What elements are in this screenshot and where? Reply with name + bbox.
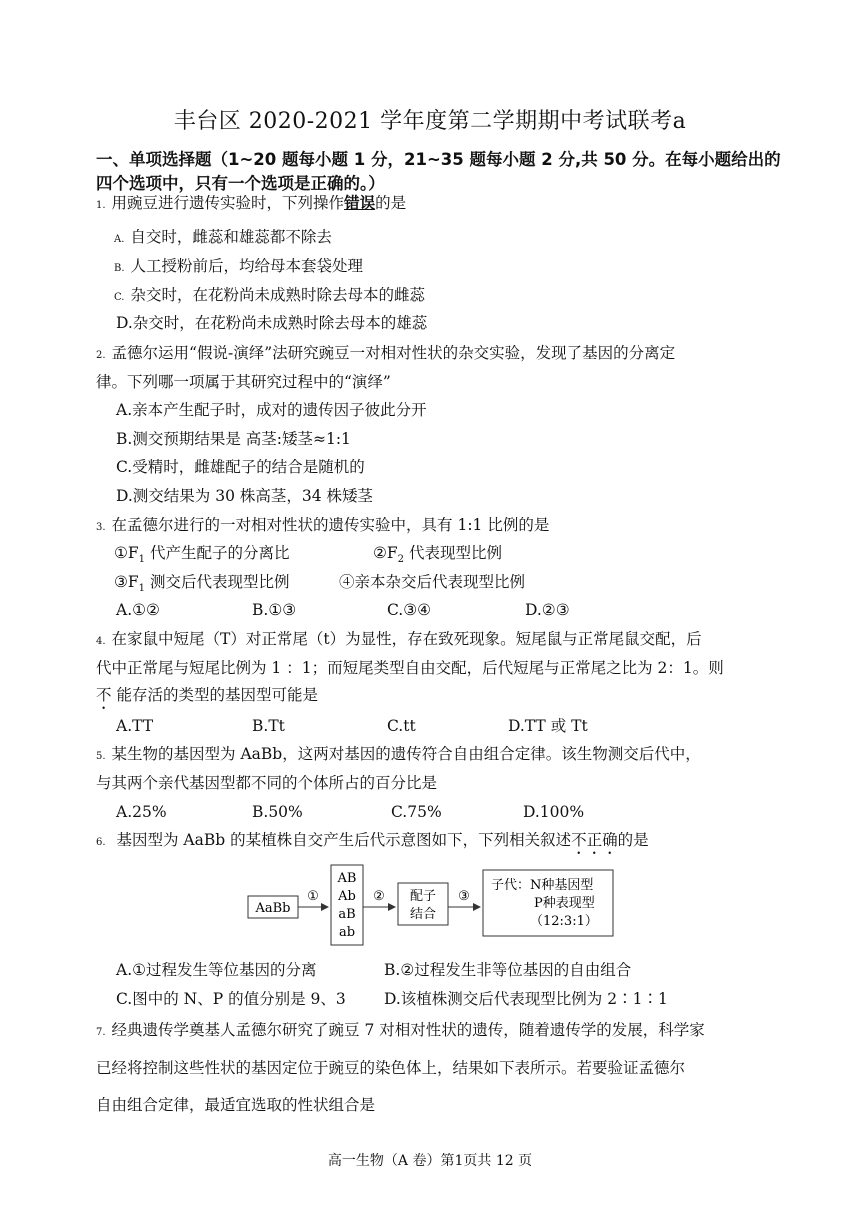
question-number: 1.: [96, 200, 106, 211]
question-7-stem-line-1: 7. 经典遗传学奠基人孟德尔研究了豌豆 7 对相对性状的遗传，随着遗传学的发展，科学家: [96, 1020, 705, 1043]
question-2-option-b: B.测交预期结果是 高茎:矮茎≈1:1: [116, 430, 351, 448]
gamete-ab-3: aB: [338, 907, 356, 922]
question-2-option-d: D.测交结果为 30 株高茎，34 株矮茎: [116, 487, 374, 505]
section-header: 一、单项选择题（1~20 题每小题 1 分，21~35 题每小题 2 分,共 50 分。在每小题给出的四个选项中，只有一个选项是正确的。）: [96, 150, 781, 193]
question-7-stem-line-3: 自由组合定律，最适宜选取的性状组合是: [96, 1096, 376, 1114]
fertilization-label-1: 配子: [409, 889, 437, 904]
genetics-flow-diagram: [240, 860, 620, 952]
question-4-stem-line-1: 4. 在家鼠中短尾（T）对正常尾（t）为显性，存在致死现象。短尾鼠与正常尾鼠交配，后: [96, 629, 702, 652]
question-1-option-d: D.杂交时，在花粉尚未成熟时除去母本的雄蕊: [116, 314, 428, 332]
question-4-option-d: D.TT 或 Tt: [508, 717, 588, 735]
question-1-stem: 1. 用豌豆进行遗传实验时，下列操作错误的是: [96, 193, 406, 216]
question-6-option-b: B.②过程发生非等位基因的自由组合: [384, 961, 632, 979]
emphasis-word: 不正确: [571, 831, 618, 849]
offspring-ratio: （12:3:1）: [530, 914, 598, 929]
question-6-option-d: D.该植株测交后代表现型比例为 2∶1∶1: [384, 990, 668, 1008]
question-3-stem: 3. 在孟德尔进行的一对相对性状的遗传实验中，具有 1:1 比例的是: [96, 515, 549, 538]
question-1-option-b: B. 人工授粉前后，均给母本套袋处理: [114, 257, 364, 275]
question-5-stem-line-2: 与其两个亲代基因型都不同的个体所占的百分比是: [96, 774, 438, 792]
parent-genotype-label: AaBb: [255, 901, 291, 916]
question-4-stem-line-2: 代中正常尾与短尾比例为 1 ：1；而短尾类型自由交配，后代短尾与正常尾之比为 2：1。则: [96, 659, 724, 677]
offspring-phenotypes: P种表现型: [534, 896, 595, 911]
question-number: 2.: [96, 350, 106, 361]
step-1-label: ①: [307, 889, 319, 904]
page-title: 丰台区 2020-2021 学年度第二学期期中考试联考a: [173, 109, 687, 134]
gamete-ab-1: AB: [337, 871, 357, 886]
question-2-stem-line-1: 2. 孟德尔运用“假说-演绎”法研究豌豆一对相对性状的杂交实验，发现了基因的分离定: [96, 343, 675, 366]
question-6-option-a: A.①过程发生等位基因的分离: [116, 961, 317, 979]
page-footer: 高一生物（A 卷）第1页共 12 页: [327, 1153, 533, 1169]
question-7-stem-line-2: 已经将控制这些性状的基因定位于豌豆的染色体上，结果如下表所示。若要验证孟德尔: [96, 1059, 686, 1077]
question-3-item-3: $③F_1$ 测交后代表现型比例: [114, 573, 290, 595]
question-number: 5.: [96, 751, 106, 762]
question-number: 4.: [96, 636, 106, 647]
question-3-option-c: C.③④: [387, 601, 432, 619]
question-3-option-a: A.①②: [116, 601, 160, 619]
question-number: 6.: [96, 837, 106, 848]
question-4-option-b: B.Tt: [252, 717, 285, 735]
question-1-option-a: A. 自交时，雌蕊和雄蕊都不除去: [114, 228, 332, 246]
question-2-option-a: A.亲本产生配子时，成对的遗传因子彼此分开: [116, 401, 427, 419]
fertilization-label-2: 结合: [409, 907, 437, 922]
question-6-option-c: C.图中的 N、P 的值分别是 9、3: [116, 990, 346, 1008]
question-2-option-c: C.受精时，雌雄配子的结合是随机的: [116, 458, 365, 476]
emphasis-word: 错误: [344, 194, 376, 212]
question-6-stem: 6. 基因型为 AaBb 的某植株自交产生后代示意图如下，下列相关叙述不正确的是: [96, 830, 649, 858]
question-3-item-2: $②F_2$ 代表现型比例: [373, 544, 502, 566]
question-3-item-4: ④亲本杂交后代表现型比例: [339, 573, 526, 591]
gamete-ab-2: Ab: [338, 889, 356, 904]
question-5-stem-line-1: 5. 某生物的基因型为 AaBb，这两对基因的遗传符合自由组合定律。该生物测交后代中，: [96, 744, 701, 767]
question-3-option-d: D.②③: [525, 601, 570, 619]
question-4-option-a: A.TT: [116, 717, 154, 735]
question-3-item-1: $①F_1$ 代产生配子的分离比: [114, 544, 290, 566]
question-2-stem-line-2: 律。下列哪一项属于其研究过程中的“演绎”: [96, 373, 391, 391]
question-4-option-c: C.tt: [387, 717, 416, 735]
question-number: 3.: [96, 522, 106, 533]
step-2-label: ②: [373, 889, 385, 904]
question-number: 7.: [96, 1027, 106, 1038]
question-4-stem-line-3: 不 能存活的类型的基因型可能是: [96, 686, 318, 704]
question-5-option-a: A.25%: [116, 803, 167, 821]
gamete-ab-4: ab: [338, 925, 356, 940]
question-1-option-c: C. 杂交时，在花粉尚未成熟时除去母本的雌蕊: [114, 286, 425, 304]
question-3-option-b: B.①③: [252, 601, 297, 619]
offspring-genotypes: 子代：N种基因型: [491, 878, 594, 893]
question-5-option-d: D.100%: [523, 803, 585, 821]
step-3-label: ③: [458, 889, 470, 904]
question-5-option-c: C.75%: [391, 803, 442, 821]
question-5-option-b: B.50%: [252, 803, 303, 821]
emphasis-word: 不: [96, 686, 112, 704]
